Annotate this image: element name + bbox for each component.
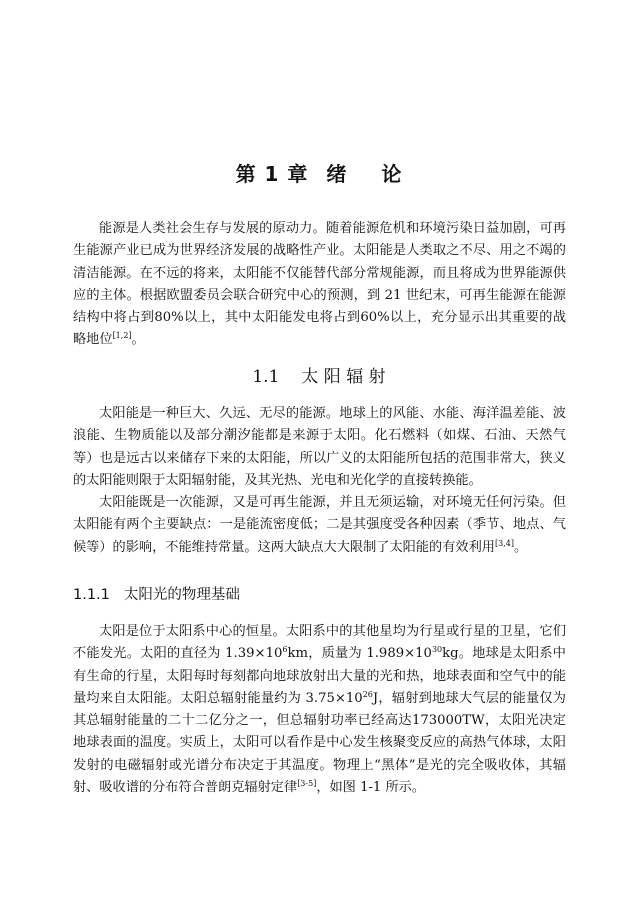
section-title	[0, 362, 638, 387]
paragraph-3-end: 。	[513, 539, 528, 555]
chapter-word-2: 论	[381, 162, 403, 186]
paragraph-1	[73, 218, 566, 352]
paragraph-2	[73, 403, 566, 492]
paragraph-4-text-4: J，辐射到地球大气层的能量仅为其总辐射能量的二十二亿分之一，但总辐射功率已经高达173000TW，太阳光决定地球表面的温度。实质上，太阳可以看作是中心发生核聚变反应的高热气体球，太阳发射的电磁辐射或光谱分布决定于其温度。物理上“黑体”是光的完全吸收体，其辐射、吸收谱的分布符合普朗克辐射定律	[73, 690, 566, 796]
subsection-title	[73, 583, 240, 604]
paragraph-4-text-1: 太阳是位于太阳系中心的恒星。太阳系中的其他星均为行星或行星的卫星，它们不能发光。太阳的直径为 1.39×10	[73, 624, 566, 662]
exponent-mass: 30	[431, 645, 443, 655]
paragraph-4-text-5: ，如图 1-1 所示。	[316, 780, 426, 796]
subsection-title-text: 太阳光的物理基础	[123, 587, 240, 603]
exponent-energy: 26	[362, 689, 373, 699]
paragraph-4-text-3: kg。地球是太阳系中有生命的行星，太阳每时每刻都向地球放射出大量的光和热，地球表面和空气中的能量均来自太阳能。太阳总辐射能量约为 3.75×10	[73, 646, 566, 706]
exponent-diameter: 6	[282, 645, 288, 655]
subsection-number: 1.1.1	[73, 587, 110, 603]
citation-3: [3-5]	[297, 779, 317, 789]
citation-1: [1,2]	[112, 331, 132, 341]
paragraph-2-text: 太阳能是一种巨大、久远、无尽的能源。地球上的风能、水能、海洋温差能、波浪能、生物质能以及部分潮汐能都是来源于太阳。化石燃料（如煤、石油、天然气等）也是远古以来储存下来的太阳能，所以广义的太阳能所包括的范围非常大，狭义的太阳能则限于太阳辐射能，及其光热、光电和光化学的直接转换能。	[73, 406, 566, 488]
section-number: 1.1	[252, 367, 280, 387]
paragraph-1-end: 。	[131, 332, 145, 348]
chapter-number: 1	[264, 162, 280, 186]
paragraph-4-text-2: km，质量为 1.989×10	[287, 646, 432, 662]
paragraph-3-text: 太阳能既是一次能源，又是可再生能源，并且无须运输，对环境无任何污染。但太阳能有两个主要缺点：一是能流密度低；二是其强度受各种因素（季节、地点、气候等）的影响，不能维持常量。这两大缺点大大限制了太阳能的有效利用	[73, 495, 566, 555]
paragraph-1-text: 能源是人类社会生存与发展的原动力。随着能源危机和环境污染日益加剧，可再生能源产业已成为世界经济发展的战略性产业。太阳能是人类取之不尽、用之不竭的清洁能源。在不远的将来，太阳能不仅能替代部分常规能源，而且将成为世界能源供应的主体。根据欧盟委员会联合研究中心的预测，到 21 世纪末，可再生能源在能源结构中将占到80%以上，其中太阳能发电将占到60%以上，充分显示出其重要的战略地位	[73, 221, 566, 348]
paragraph-3	[73, 492, 566, 559]
chapter-word-1: 绪	[326, 162, 348, 186]
chapter-prefix: 第	[235, 162, 257, 186]
section-title-text: 太 阳 辐 射	[301, 367, 386, 387]
chapter-title	[0, 158, 638, 187]
citation-2: [3,4]	[495, 538, 514, 548]
paragraph-4	[73, 621, 566, 799]
chapter-suffix: 章	[287, 162, 309, 186]
